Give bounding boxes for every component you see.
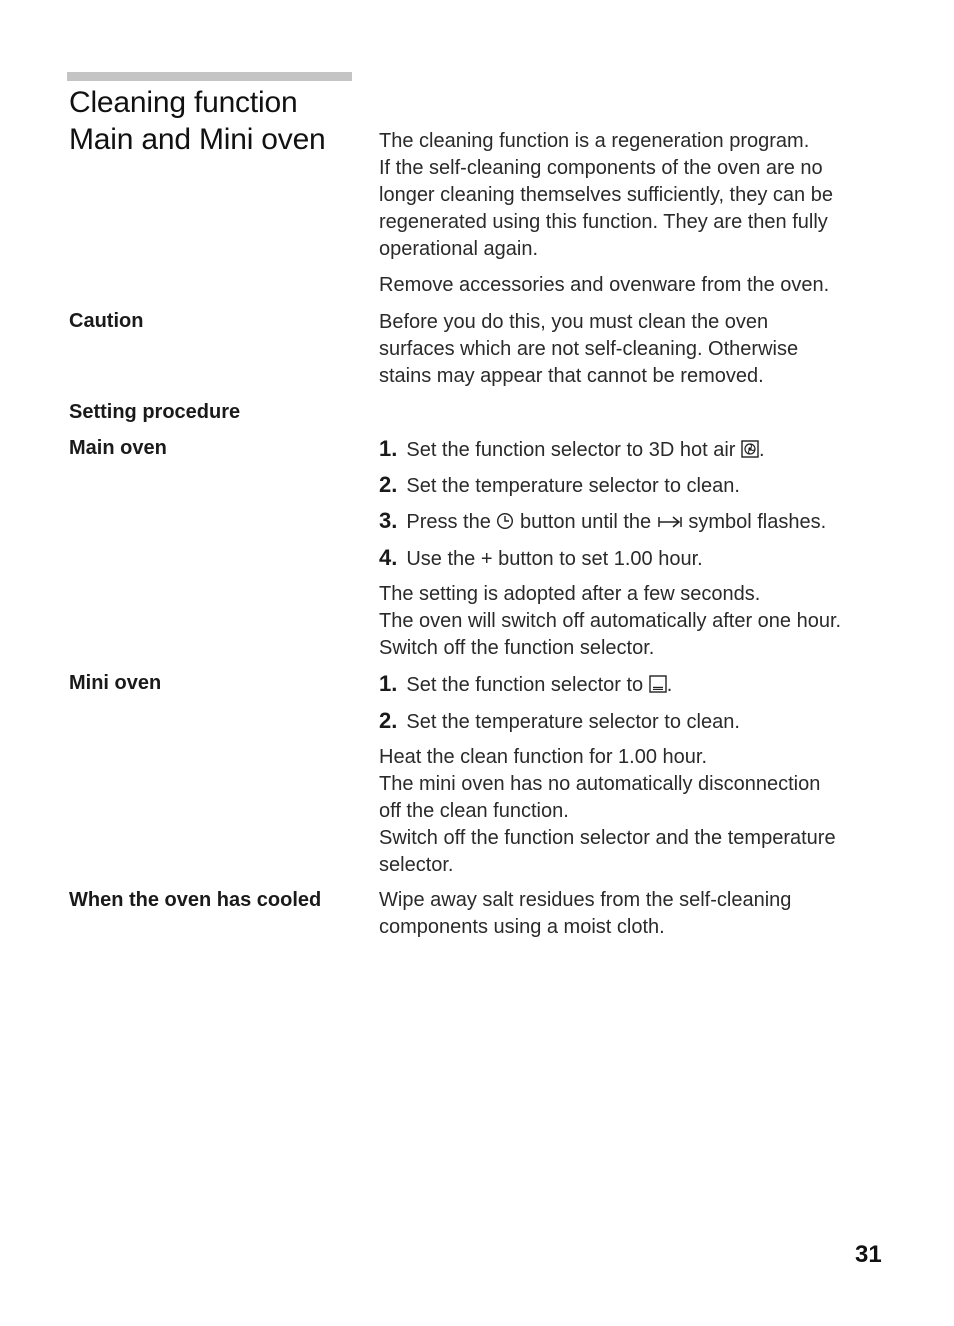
remove-accessories-text: Remove accessories and ovenware from the oven. xyxy=(379,274,830,296)
setting-procedure-label: Setting procedure xyxy=(69,401,241,423)
caution-label: Caution xyxy=(69,310,144,332)
step-number: 2. xyxy=(379,472,398,497)
mini-oven-function-icon xyxy=(649,674,667,701)
step-number: 3. xyxy=(379,508,398,533)
3d-hot-air-icon xyxy=(741,439,759,466)
main-oven-step-2: 2. Set the temperature selector to clean. xyxy=(379,472,740,497)
mini-oven-step-1: 1. Set the function selector to . xyxy=(379,670,672,701)
step-number: 1. xyxy=(379,436,398,461)
main-oven-step-4: 4. Use the + button to set 1.00 hour. xyxy=(379,545,703,570)
page-number: 31 xyxy=(855,1241,882,1268)
page-title xyxy=(69,84,326,158)
mini-oven-label: Mini oven xyxy=(69,672,162,694)
step-number: 2. xyxy=(379,708,398,733)
when-cooled-text: Wipe away salt residues from the self-cleaning components using a moist cloth. xyxy=(379,889,792,938)
step-number: 1. xyxy=(379,671,398,696)
main-oven-step-3: 3. Press the button until the symbol flashes. xyxy=(379,507,826,538)
caution-text: Before you do this, you must clean the oven surfaces which are not self-cleaning. Otherwise stains may appear that cannot be removed. xyxy=(379,311,799,387)
intro-paragraph: The cleaning function is a regeneration program. If the self-cleaning components of the oven are no longer cleaning themselves sufficiently, they can be regenerated using this function. They are then fully operational again. xyxy=(379,130,833,260)
mini-oven-notes: Heat the clean function for 1.00 hour. The mini oven has no automatically disconnection off the clean function. Switch off the function selector and the temperature selector. xyxy=(379,746,836,876)
duration-arrow-icon xyxy=(657,511,683,538)
clock-icon xyxy=(496,511,514,538)
section-rule xyxy=(67,72,352,81)
main-oven-label: Main oven xyxy=(69,437,167,459)
main-oven-notes: The setting is adopted after a few seconds. The oven will switch off automatically after one hour. Switch off the function selector. xyxy=(379,583,842,659)
step-number: 4. xyxy=(379,545,398,570)
mini-oven-step-2: 2. Set the temperature selector to clean. xyxy=(379,708,740,733)
title-line-2: Main and Mini oven xyxy=(69,123,326,156)
when-cooled-label: When the oven has cooled xyxy=(69,889,322,911)
title-line-1: Cleaning function xyxy=(69,86,298,119)
main-oven-step-1: 1. Set the function selector to 3D hot air . xyxy=(379,435,765,466)
